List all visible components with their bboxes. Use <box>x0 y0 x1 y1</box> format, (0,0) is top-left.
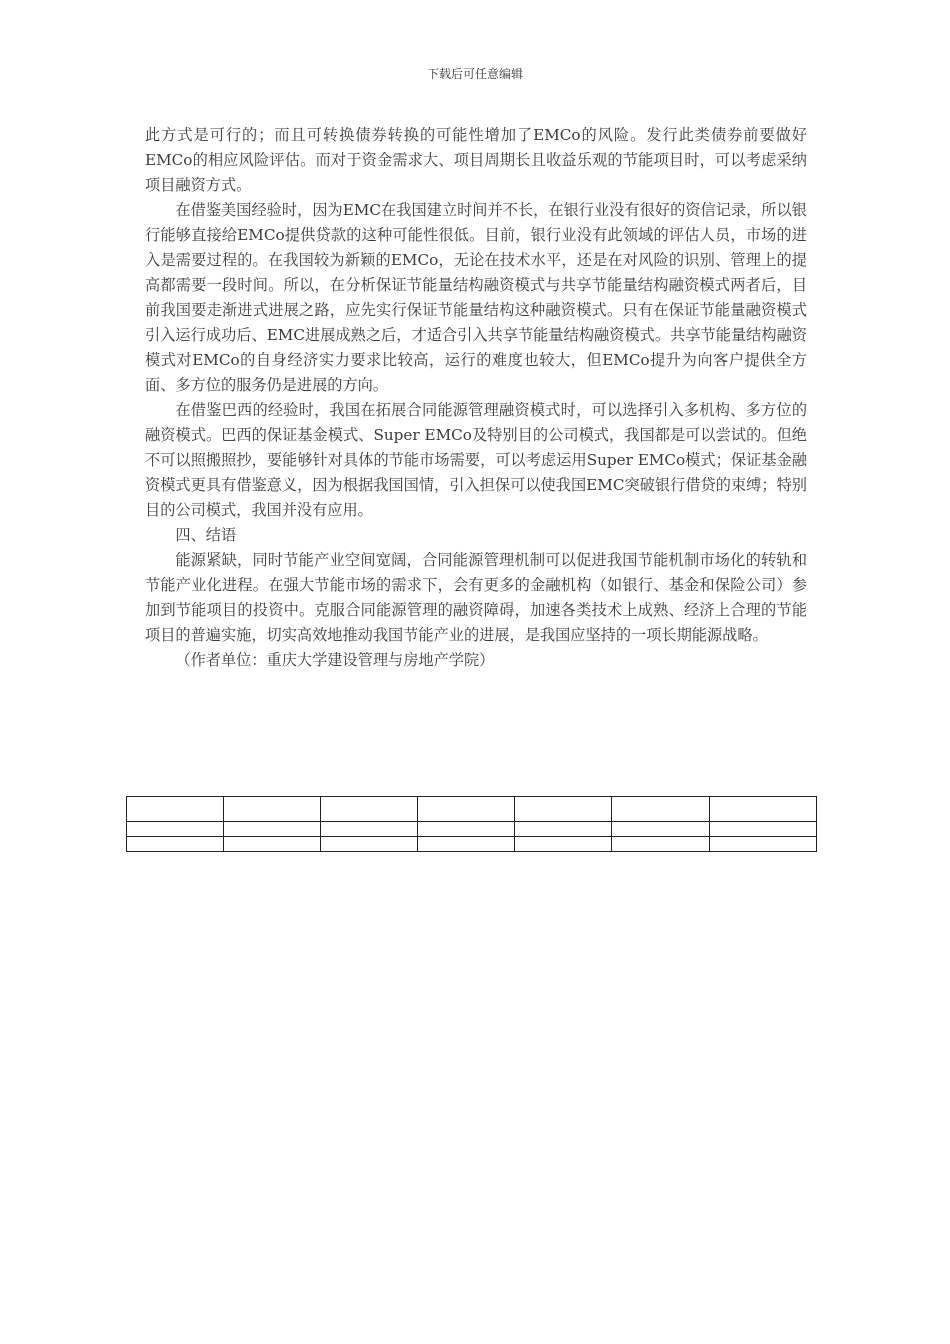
table-cell <box>321 797 418 822</box>
table-cell <box>612 822 710 837</box>
table-cell <box>710 837 817 852</box>
table-cell <box>515 837 612 852</box>
paragraph-brazil-experience: 在借鉴巴西的经验时，我国在拓展合同能源管理融资模式时，可以选择引入多机构、多方位的融资模式。巴西的保证基金模式、Super EMCo及特别目的公司模式，我国都是可以尝试的。但绝不可以照搬照抄，要能够针对具体的节能市场需要，可以考虑运用Super EMCo模式；保证基金融资模式更具有借鉴意义，因为根据我国国情，引入担保可以使我国EMC突破银行借贷的束缚；特别目的公司模式，我国并没有应用。 <box>145 401 807 519</box>
table-cell <box>418 822 515 837</box>
paragraph-convertible-bonds: 此方式是可行的；而且可转换债券转换的可能性增加了EMCo的风险。发行此类债券前要做好EMCo的相应风险评估。而对于资金需求大、项目周期长且收益乐观的节能项目时，可以考虑采纳项目融资方式。 <box>145 126 807 194</box>
table-cell <box>127 797 224 822</box>
table-cell <box>515 822 612 837</box>
table-cell <box>127 837 224 852</box>
table-row <box>127 797 817 822</box>
table-cell <box>224 797 321 822</box>
table-cell <box>612 837 710 852</box>
article-body <box>145 123 807 673</box>
empty-grid-table <box>126 796 817 852</box>
page-header: 下载后可任意编辑 <box>426 67 523 81</box>
table-row <box>127 822 817 837</box>
table-cell <box>612 797 710 822</box>
paragraph-conclusion: 能源紧缺，同时节能产业空间宽阔，合同能源管理机制可以促进我国节能机制市场化的转轨和节能产业化进程。在强大节能市场的需求下，会有更多的金融机构（如银行、基金和保险公司）参加到节能项目的投资中。克服合同能源管理的融资障碍，加速各类技术上成熟、经济上合理的节能项目的普遍实施，切实高效地推动我国节能产业的进展，是我国应坚持的一项长期能源战略。 <box>145 551 807 644</box>
table-cell <box>710 797 817 822</box>
table-cell <box>321 822 418 837</box>
table-cell <box>515 797 612 822</box>
author-affiliation: （作者单位：重庆大学建设管理与房地产学院） <box>175 651 495 669</box>
table-cell <box>418 797 515 822</box>
table-cell <box>127 822 224 837</box>
table-cell <box>321 837 418 852</box>
table-cell <box>224 837 321 852</box>
table-cell <box>224 822 321 837</box>
table-cell <box>710 822 817 837</box>
table-cell <box>418 837 515 852</box>
paragraph-us-experience: 在借鉴美国经验时，因为EMC在我国建立时间并不长，在银行业没有很好的资信记录，所以银行能够直接给EMCo提供贷款的这种可能性很低。目前，银行业没有此领域的评估人员，市场的进入是需要过程的。在我国较为新颖的EMCo，无论在技术水平，还是在对风险的识别、管理上的提高都需要一段时间。所以，在分析保证节能量结构融资模式与共享节能量结构融资模式两者后，目前我国要走渐进式进展之路，应先实行保证节能量结构这种融资模式。只有在保证节能量融资模式引入运行成功后、EMC进展成熟之后，才适合引入共享节能量结构融资模式。共享节能量结构融资模式对EMCo的自身经济实力要求比较高，运行的难度也较大，但EMCo提升为向客户提供全方面、多方位的服务仍是进展的方向。 <box>145 201 807 394</box>
table-row <box>127 837 817 852</box>
section-heading-conclusion: 四、结语 <box>175 526 237 544</box>
